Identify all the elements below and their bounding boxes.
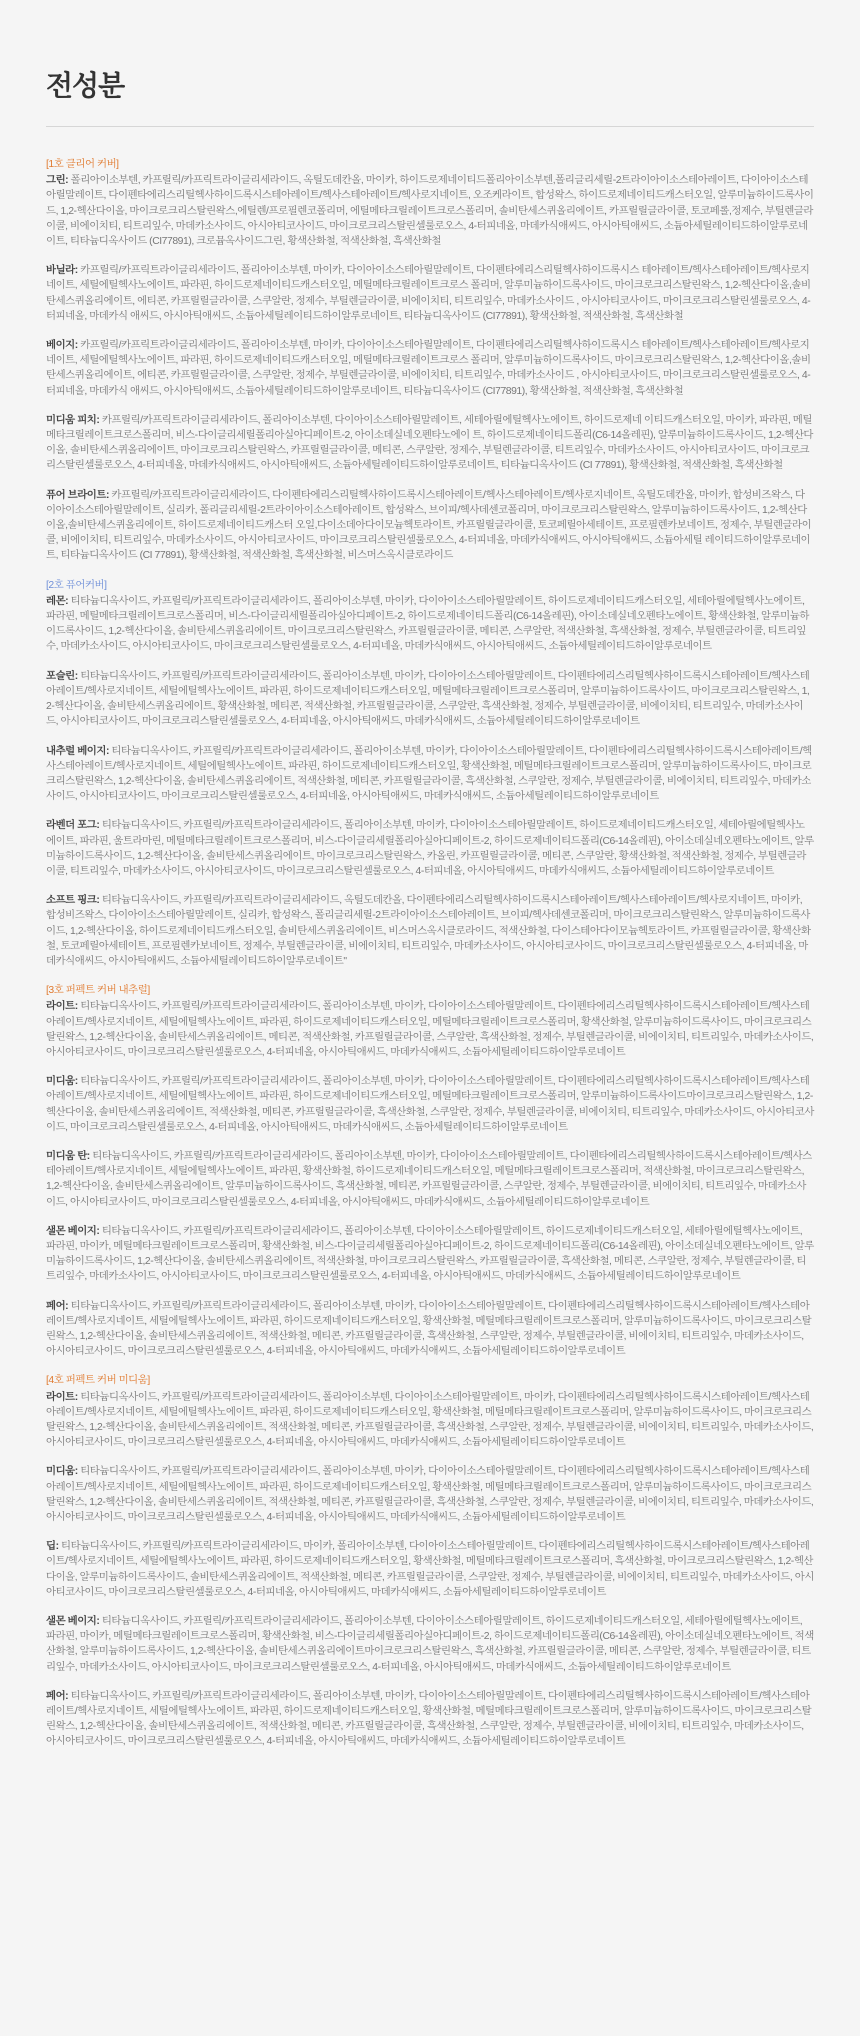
- ingredient-item: [46, 488, 814, 564]
- ingredient-item: [46, 893, 814, 969]
- shade-name: 라이트:: [46, 1391, 78, 1403]
- ingredient-list: 카프릴릭/카프릭트라이글리세라이드, 폴리아이소부텐, 마이카, 다이아이소스테아릴말레이트, 다이펜타에리스리틸헥사하이드록시스 테아레이트/헥사스테아레이트/헥사로지네이트, 세틸에틸헥사노에이트, 파라핀, 하이드로제네이티드캐스터오일, 메틸메타크릴레이트크로스 폴리머, 알루미늄하이드록사이드, 마이크로크리스탈린왁스, 1,2-헥산다이올,솔비탄세스퀴올리에이트, 에티콘, 카프릴릴글라이콜, 스쿠알란, 정제수, 부틸렌글라이콜, 비에이치티, 티트리잎수, 마데카소사이드 , 아시아티코사이드, 마이크로크리스탈린셀룰로오스, 4-터피네올, 마데카식 애씨드, 아시아틱애씨드, 소듐아세틸레이티드하이알루로네이트, 티타늄디옥사이드 (CI77891), 황색산화철, 적색산화철, 흑색산화철: [46, 340, 811, 397]
- shade-name: 샐몬 베이지:: [46, 1616, 100, 1628]
- page-title: 전성분: [46, 70, 125, 101]
- ingredient-item: [46, 1464, 814, 1525]
- section-perfect-cover-medium: [46, 1373, 814, 1749]
- ingredient-item: [46, 1074, 814, 1135]
- ingredient-list: 티타늄디옥사이드, 카프릴릭/카프릭트라이글리세라이드, 폴리아이소부텐, 마이카, 다이아이소스테아릴말레이트, 하이드로제네이티드캐스터오일, 세테아릴에틸헥사노에이트, 파라핀, 메틸메타크릴레이트크로스폴리머, 비스-다이글리세릴폴리아실아디페이트-2, 하이드로제네이티드폴리(C6-14올레핀), 아이소데실네오펜타노에이트, 황색산화철, 알루미늄하이드록사이드, 1,2-헥산다이올, 솔비탄세스퀴올리에이트, 마이크로크리스탈린왁스, 카프릴릴글라이콜, 메티콘, 스쿠알란, 적색산화철, 흑색산화철, 정제수, 부틸렌글라이콜, 티트리잎수, 마데카소사이드, 아시아티코사이드, 마이크로크리스탈린셀룰로오스, 4-터피네올, 마데카식애씨드, 아시아틱애씨드, 소듐아세틸레이티드하이알루로네이트: [46, 595, 809, 653]
- title-divider: [46, 126, 814, 127]
- shade-name: 페어:: [46, 1690, 69, 1702]
- section-title: [1호 클리어 커버]: [46, 159, 119, 170]
- ingredient-list: 티타늄디옥사이드, 카프릴릭/카프릭트라이글리세라이드, 폴리아이소부텐, 마이카, 다이아이소스테아릴말레이트, 다이펜타에리스리틸헥사하이드록시스테아레이트/헥사스테아레이트/헥사로지네이트, 세틸에틸헥사노에이트, 파라핀, 하이드로제네이티드캐스터오일, 메틸메타크릴레이트크로스폴리머, 알루미늄하이드록사이드, 마이크로크리스탈린왁스, 1,2-헥산다이올, 솔비탄세스퀴올리에이트, 황색산화철, 메티콘, 적색산화철, 카프릴릴글라이콜, 스쿠알란, 흑색산화철, 정제수, 부틸렌글라이콜, 비에이치티, 티트리잎수, 마데카소사이드, 아시아티코사이드, 마이크로크리스탈린셀룰로오스, 4-터피네올, 아시아틱애씨드, 마데카식애씨드, 소듐아세틸레이티드하이알루로네이트: [46, 670, 810, 728]
- shade-name: 라벤더 포그:: [46, 820, 100, 832]
- ingredient-list: 티타늄디옥사이드, 카프릴릭/카프릭트라이글리세라이드, 옥틸도데칸올, 다이펜타에리스리틸헥사하이드록시스테아레이트/헥사스테아레이트/헥사로지네이트, 마이카, 합성비즈왁스, 다이아이소스테아릴말레이트, 실리카, 합성왁스, 폴리글리세릴-2트라이아이소스테아레이트, 브이피/헥사데센코폴리머, 마이크로크리스탈린왁스, 알루미늄하이드록사이드, 1,2-헥산다이올, 하이드로제네이티드캐스터오일, 솔비탄세스퀴올리에이트, 비스머스옥시클로라이드, 적색산화철, 다이스테아다이모늄헥토라이트, 카프릴릴글라이콜, 황색산화철, 토코페릴아세테이트, 프로필렌카보네이트, 정제수, 부틸렌글라이콜, 비에이치티, 티트리잎수, 마데카소사이드, 아시아티코사이드, 마이크로크리스탈린셀룰로오스, 4-터피네올, 마데카식애씨드, 아시아틱애씨드, 소듐아세틸레이티드하이알루로네이트": [46, 895, 811, 967]
- shade-name: 포슬린:: [46, 670, 78, 682]
- ingredient-item: [46, 669, 814, 730]
- ingredient-list: 티타늄디옥사이드, 카프릴릭/카프릭트라이글리세라이드, 마이카, 폴리아이소부텐, 다이아이소스테아릴말레이트, 다이펜타에리스리틸헥사하이드록시스테아레이트/헥사스테아레이트/헥사로지네이트, 세틸에틸헥사노에이트, 파라핀, 하이드로제네이티드캐스터오일, 황색산화철, 메틸메타크릴레이트크로스폴리머, 흑색산화철, 마이크로크리스탈린왁스, 1,2-헥산다이올, 알루미늄하이드록사이드, 솔비탄세스퀴올리에이트, 적색산화철, 메티콘, 카프릴릴글라이콜, 스쿠알란, 정제수, 부틸렌글라이콜, 비에이치티, 티트리잎수, 마데카소사이드, 아시아티코사이드, 마이크로크리스탈린셀룰로오스, 4-터피네올, 아시아틱애씨드, 마데카식애씨드, 소듐아세틸레이티드하이알루로네이트: [46, 1541, 814, 1598]
- shade-name: 페어:: [46, 1300, 69, 1312]
- shade-name: 내추럴 베이지:: [46, 745, 109, 757]
- ingredient-item: [46, 413, 814, 474]
- shade-name: 바닐라:: [46, 265, 78, 277]
- ingredient-item: [46, 1390, 814, 1451]
- section-perfect-cover-natural: [46, 983, 814, 1359]
- shade-name: 미디움 탄:: [46, 1150, 90, 1162]
- ingredient-item: [46, 999, 814, 1060]
- shade-name: 베이지:: [46, 340, 78, 352]
- shade-name: 미디움:: [46, 1076, 78, 1088]
- section-title: [2호 퓨어커버]: [46, 579, 107, 591]
- ingredient-item: [46, 1299, 814, 1360]
- section-clear-cover: [46, 157, 814, 564]
- ingredient-list: 티타늄디옥사이드, 카프릴릭/카프릭트라이글리세라이드, 폴리아이소부텐, 다이아이소스테아릴말레이트, 마이카, 다이펜타에리스리틸헥사하이드록시스테아레이트/헥사스테아레이트/헥사로지네이트, 세틸에틸헥사노에이트, 파라핀, 하이드로제네이티드캐스터오일, 황색산화철, 메틸메타크릴레이트크로스폴리머, 알루미늄하이드록사이드, 마이크로크리스탈린왁스, 1,2-헥산다이올, 솔비탄세스퀴올리에이트, 적색산화철, 메티콘, 카프릴릴글라이콜, 흑색산화철, 스쿠알란, 정제수, 부틸렌글라이콜, 비에이치티, 티트리잎수, 마데카소사이드, 아시아티코사이드, 마이크로크리스탈린셀룰로오스, 4-터피네올, 아시아틱애씨드, 마데카식애씨드, 소듐아세틸레이티드하이알루로네이트: [46, 1391, 814, 1449]
- ingredient-item: [46, 1614, 814, 1675]
- ingredient-list: 티타늄디옥사이드, 카프릴릭/카프릭트라이글리세라이드, 폴리아이소부텐, 마이카, 다이아이소스테아릴말레이트, 다이펜타에리스리틸헥사하이드록시스테아레이트/헥사스테아레이트/헥사로지네이트, 세틸에틸헥사노에이트, 파라핀, 하이드로제네이티드캐스터오일, 황색산화철, 메틸메타크릴레이트크로스폴리머, 알루미늄하이드록사이드, 마이크로크리스탈린왁스, 1,2-헥산다이올, 솔비탄세스퀴올리에이트, 적색산화철, 메티콘, 카프릴릴글라이콜, 흑색산화철, 스쿠알란, 정제수, 부틸렌글라이콜, 비에이치티, 티트리잎수, 마데카소사이드, 아시아티코사이드, 마이크로크리스탈린셀룰로오스, 4-터피네올, 아시아틱애씨드, 마데카식애씨드, 소듐아세틸레이티드하이알루로네이트: [46, 1300, 812, 1358]
- section-title: [3호 퍼펙트 커버 내추럴]: [46, 985, 150, 997]
- ingredient-item: [46, 1224, 814, 1285]
- ingredient-sections: [46, 157, 814, 1750]
- ingredient-list: 티타늄디옥사이드, 카프릴릭/카프릭트라이글리세라이드, 폴리아이소부텐, 마이카, 다이아이소스테아릴말레이트, 다이펜타에리스리틸헥사하이드록시스테아레이트/헥사스테아레이트/헥사로지네이트, 세틸에틸헥사노에이트, 파라핀, 황색산화철, 하이드로제네이티드캐스터오일, 메틸메타크릴레이트크로스폴리머, 적색산화철, 마이크로크리스탈린왁스, 1,2-헥산다이올, 솔비탄세스퀴올리에이트, 알루미늄하이드록사이드, 흑색산화철, 메티콘, 카프릴릴글라이콜, 스쿠알란, 정제수, 부틸렌글라이콜, 비에이치티, 티트리잎수, 마데카소사이드, 아시아티코사이드, 마이크로크리스탈린셀룰로오스, 4-터피네올, 아시아틱애씨드, 마데카식애씨드, 소듐아세틸레이티드하이알루로네이트: [46, 1150, 812, 1208]
- ingredient-list: 티타늄디옥사이드, 카프릴릭/카프릭트라이글리세라이드, 폴리아이소부텐, 마이카, 다이아이소스테아릴말레이트, 다이펜타에리스리틸헥사하이드록시스테아레이트/헥사스테아레이트/헥사로지네이트, 세틸에틸헥사노에이트, 파라핀, 하이드로제네이티드캐스터오일, 황색산화철, 메틸메타크릴레이트크로스폴리머, 알루미늄하이드록사이드, 마이크로크리스탈린왁스, 1,2-헥산다이올, 솔비탄세스퀴올리에이트, 적색산화철, 메티콘, 카프릴릴글라이콜, 흑색산화철, 스쿠알란, 정제수, 부틸렌글라이콜, 비에이치티, 티트리잎수, 마데카소사이드, 아시아티코사이드, 마이크로크리스탈린셀룰로오스, 4-터피네올, 아시아틱애씨드, 마데카식애씨드, 소듐아세틸레이티드하이알루로네이트: [46, 1466, 814, 1524]
- shade-name: 딥:: [46, 1541, 59, 1553]
- section-pure-cover: [46, 578, 814, 969]
- ingredient-item: [46, 594, 814, 655]
- shade-name: 그린:: [46, 175, 69, 187]
- ingredient-list: 티타늄디옥사이드, 카프릴릭/카프릭트라이글리세라이드, 폴리아이소부텐, 다이아이소스테아릴말레이트, 하이드로제네이티드캐스터오일, 세테아릴에틸헥사노에이트, 파라핀, 마이카, 메틸메타크릴레이트크로스폴리머, 황색산화철, 비스-다이글리세릴폴리아실아디페이트-2, 하이드로제네이티드폴리(C6-14올레핀), 아이소데실네오펜타노에이트, 적색산화철, 알루미늄하이드록사이드, 1,2-헥산다이올, 솔비탄세스퀴올리에이트마이크로크리스탈린왁스, 흑색산화철, 카프릴릴글라이콜, 메티콘, 스쿠알란, 정제수, 부틸렌글라이콜, 티트리잎수, 마데카소사이드, 아시아티코사이드, 마이크로크리스탈린셀룰로오스, 4-터피네올, 아시아틱애씨드, 마데카식애씨드, 소듐아세틸레이티드하이알루로네이트: [46, 1616, 814, 1673]
- ingredient-item: [46, 1149, 814, 1210]
- shade-name: 퓨어 브라이트:: [46, 489, 109, 501]
- shade-name: 미디움:: [46, 1466, 78, 1478]
- ingredient-list: 티타늄디옥사이드, 카프릴릭/카프릭트라이글리세라이드, 폴리아이소부텐, 마이카, 다이아이소스테아릴말레이트, 다이펜타에리스리틸헥사하이드록시스테아레이트/헥사스테아레이트/헥사로지네이트, 세틸에틸헥사노에이트, 파라핀, 하이드로제네이티드캐스터오일, 황색산화철, 메틸메타크릴레이트크로스폴리머, 알루미늄하이드록사이드, 마이크로크리스탈린왁스, 1,2-헥산다이올, 솔비탄세스퀴올리에이트, 적색산화철, 메티콘, 카프릴릴글라이콜, 흑색산화철, 스쿠알란, 정제수, 부틸렌글라이콜, 비에이치티, 티트리잎수, 마데카소사이드, 아시아티코사이드, 마이크로크리스탈린셀룰로오스, 4-터피네올, 아시아틱애씨드, 마데카식애씨드, 소듐아세틸레이티드하이알루로네이트: [46, 1690, 812, 1748]
- ingredient-list: 티타늄디옥사이드, 카프릴릭/카프릭트라이글리세라이드, 폴리아이소부텐, 마이카, 다이아이소스테아릴말레이트, 하이드로제네이티드캐스터오일, 세테아릴에틸헥사노에이트, 파라핀, 울트라마린, 메틸메타크릴레이트크로스폴리머, 비스-다이글리세릴폴리아실아디페이트-2, 하이드로제네이티드폴리(C6-14올레핀), 아이소데실네오펜타노에이트, 알루미늄하이드록사이드, 1,2-헥산다이올, 솔비탄세스퀴올리에이트, 마이크로크리스탈린왁스, 카올린, 카프릴릴글라이콜, 메티콘, 스쿠알란, 황색산화철, 적색산화철, 정제수, 부틸렌글라이콜, 티트리잎수, 마데카소사이드, 아시아티코사이드, 마이크로크리스탈린셀룰로오스, 4-터피네올, 아시아틱애씨드, 마데카식애씨드, 소듐아세틸레이티드하이알루로네이트: [46, 820, 814, 877]
- ingredient-item: [46, 173, 814, 249]
- shade-name: 샐몬 베이지:: [46, 1225, 100, 1237]
- ingredient-list: 카프릴릭/카프릭트라이글리세라이드, 폴리아이소부텐, 다이아이소스테아릴말레이트, 세테아릴에틸헥사노에이트, 하이드로제네 이티드캐스터오일, 마이카, 파라핀, 메틸메타크릴레이트크로스폴리머, 비스-다이글리세릴폴리아실아디페이트-2, 아이소데실네오펜타노에이 트, 하이드로제네이티드폴리(C6-14올레핀), 알루미늄하이드록사이드, 1,2-헥산다이올, 솔비탄세스퀴올리에이트, 마이크로크리스탈린왁스, 카프릴릴글라이콜, 메티콘, 스쿠알란, 정제수, 부틸렌글라이콜, 티트리잎수, 마데카소사이드, 아시아티코사이드, 마이크로크리스탈린셀룰로오스, 4-터피네올, 마데카식애씨드, 아시아틱애씨드, 소듐아세틸레이티드하이알루로네이트, 티타늄디옥사이드 (CI 77891), 황색산화철, 적색산화철, 흑색산화철: [46, 414, 814, 472]
- ingredient-item: [46, 818, 814, 879]
- ingredient-item: [46, 338, 814, 399]
- shade-name: 레몬:: [46, 595, 69, 607]
- ingredient-item: [46, 1539, 814, 1600]
- ingredient-item: [46, 1689, 814, 1750]
- ingredient-item: [46, 744, 814, 805]
- ingredient-list: 티타늄디옥사이드, 카프릴릭/카프릭트라이글리세라이드, 폴리아이소부텐, 마이카, 다이아이소스테아릴말레이트, 다이펜타에리스리틸헥사하이드록시스테아레이트/헥사스테아레이트/헥사로지네이트, 세틸에틸헥사노에이트, 파라핀, 하이드로제네이티드캐스터오일, 메틸메타크릴레이트크로스폴리머, 황색산화철, 알루미늄하이드록사이드, 마이크로크리스탈린왁스, 1,2-헥산다이올, 솔비탄세스퀴올리에이트, 메티콘, 적색산화철, 카프릴릴글라이콜, 스쿠알란, 흑색산화철, 정제수, 부틸렌글라이콜, 비에이치티, 티트리잎수, 마데카소사이드, 아시아티코사이드, 마이크로크리스탈린셀룰로오스, 4-터피네올, 아시아틱애씨드, 마데카식애씨드, 소듐아세틸레이티드하이알루로네이트: [46, 1001, 814, 1058]
- ingredient-list: 폴리아이소부텐, 카프릴릭/카프릭트라이글리세라이드, 옥틸도데칸올, 마이카, 하이드로제네이티드폴리아이소부텐,폴리글리세릴-2트라이아이소스테아레이트, 다이아이소스테아릴말레이트, 다이펜타에리스리틸헥사하이드록시스테아레이트/헥사스테아레이트/헥사로지네이트, 오조케라이트, 합성왁스, 하이드로제네이티드캐스터오일, 알루미늄하이드록사이드, 1,2-헥산다이올, 마이크로크리스탈린왁스,에틸렌/프로필렌코폴리머, 에틸메타크릴레이트크로스폴리머, 솔비탄세스퀴올리에이트, 카프릴릴글라이콜, 토코페롤,정제수, 부틸렌글라이콜, 비에이치티, 티트리잎수, 마데카소사이드, 아시아티코사이드, 마이크로크리스탈린셀룰로오스, 4-터피네올, 마데카식애씨드, 아시아틱애씨드, 소듐아세틸레이티드하이알루로네이트, 티타늄디옥사이드 (CI77891), 크로뮴옥사이드그린, 황색산화철, 적색산화철, 흑색산화철: [46, 175, 814, 248]
- section-title: [4호 퍼펙트 커버 미디움]: [46, 1375, 150, 1387]
- ingredient-list: 티타늄디옥사이드, 카프릴릭/카프릭트라이글리세라이드, 폴리아이소부텐, 마이카, 다이아이소스테아릴말레이트, 다이펜타에리스리틸헥사하이드록시스테아레이트/헥사스테아레이트/헥사로지네이트, 세틸에틸헥사노에이트, 파라핀, 하이드로제네이티드캐스터오일, 메틸메타크릴레이트크로스폴리머, 알루미늄하이드록사이드마이크로크리스탈린왁스, 1,2-헥산다이올, 솔비탄세스퀴올리에이트, 적색산화철, 메티콘, 카프릴릴글라이콜, 흑색산화철, 스쿠알란, 정제수, 부틸렌글라이콜, 비에이치티, 티트리잎수, 마데카소사이드, 아시아티코사이드, 마이크로크리스탈린셀룰로오스, 4-터피네올, 아시아틱애씨드, 마데카식애씨드, 소듐아세틸레이티드하이알루로네이트: [46, 1076, 814, 1133]
- shade-name: 미디움 피치:: [46, 414, 100, 426]
- ingredient-list: 카프릴릭/카프릭트라이글리세라이드, 다이펜타에리스리틸헥사하이드록시스테아레이트/헥사스테아레이트/헥사로지네이트, 옥틸도데칸올, 마이카, 합성비즈왁스, 다이아이소스테아릴말레이트, 실리카, 폴리글리세릴-2트라이아이소스테아레이트, 합성왁스, 브이피/헥사데센코폴리머, 마이크로크리스탈린왁스, 알루미늄하이드록사이드, 1,2-헥산다이올,솔비탄세스퀴올리에이트, 하이드로제네이티드캐스터 오일,다이소데아다이모늄헥토라이트, 카프릴릴글라이콜, 토코페릴아세테이트, 프로필렌카보네이트, 정제수, 부틸렌글라이콜, 비에이치티, 티트리잎수, 마데카소사이드, 아시아티코사이드, 마이크로크리스탈린셀룰로오스, 4-터피네올, 마데카식애씨드, 아시아틱애씨드, 소듐아세틸 레이티드하이알루로네이트, 티타늄디옥사이드 (CI 77891), 황색산화철, 적색산화철, 흑색산화철, 비스머스옥시클로라이드: [46, 489, 812, 562]
- ingredient-list: 티타늄디옥사이드, 카프릴릭/카프릭트라이글리세라이드, 폴리아이소부텐, 다이아이소스테아릴말레이트, 하이드로제네이티드캐스터오일, 세테아릴에틸헥사노에이트, 파라핀, 마이카, 메틸메타크릴레이트크로스폴리머, 황색산화철, 비스-다이글리세릴폴리아실아디페이트-2, 하이드로제네이티드폴리(C6-14올레핀), 아이소데실네오펜타노에이트, 알루미늄하이드록사이드, 1,2-헥산다이올, 솔비탄세스퀴올리에이트, 적색산화철, 마이크로크리스탈린왁스, 카프릴릴글라이콜, 흑색산화철, 메티콘, 스쿠알란, 정제수, 부틸렌글라이콜, 티트리잎수, 마데카소사이드, 아시아티코사이드, 마이크로크리스탈린셀룰로오스, 4-터피네올, 아시아틱애씨드, 마데카식애씨드, 소듐아세틸레이티드하이알루로네이트: [46, 1225, 814, 1283]
- ingredient-list: 티타늄디옥사이드, 카프릴릭/카프릭트라이글리세라이드, 폴리아이소부텐, 마이카, 다이아이소스테아릴말레이트, 다이펜타에리스리틸헥사하이드록시스테아레이트/헥사스테아레이트/헥사로지네이트, 세틸에틸헥사노에이트, 파라핀, 하이드로제네이티드캐스터오일, 황색산화철, 메틸메타크릴레이트크로스폴리머, 알루미늄하이드록사이드, 마이크로크리스탈린왁스, 1,2-헥산다이올, 솔비탄세스퀴올리에이트, 적색산화철, 메티콘, 카프릴릴글라이콜, 흑색산화철, 스쿠알란, 정제수, 부틸렌글라이콜, 비에이치티, 티트리잎수, 마데카소사이드, 아시아티코사이드, 마이크로크리스탈린셀룰로오스, 4-터피네올, 아시아틱애씨드, 마데카식애씨드, 소듐아세틸레이티드하이알루로네이트: [46, 745, 812, 803]
- shade-name: 소프트 핑크:: [46, 895, 100, 907]
- ingredient-item: [46, 263, 814, 324]
- shade-name: 라이트:: [46, 1001, 78, 1013]
- ingredient-list: 카프릴릭/카프릭트라이글리세라이드, 폴리아이소부텐, 마이카, 다이아이소스테아릴말레이트, 다이펜타에리스리틸헥사하이드록시스 테아레이트/헥사스테아레이트/헥사로지네이트, 세틸에틸헥사노에이트, 파라핀, 하이드로제네이티드캐스터오일, 메틸메타크릴레이트크로스 폴리머, 알루미늄하이드록사이드, 마이크로크리스탈린왁스, 1,2-헥산다이올,솔비탄세스퀴올리에이트, 에티콘, 카프릴릴글라이콜, 스쿠알란, 정제수, 부틸렌글라이콜, 비에이치티, 티트리잎수, 마데카소사이드 , 아시아티코사이드, 마이크로크리스탈린셀룰로오스, 4-터피네올, 마데카식 애씨드, 아시아틱애씨드, 소듐아세틸레이티드하이알루로네이트, 티타늄디옥사이드 (CI77891), 황색산화철, 적색산화철, 흑색산화철: [46, 265, 811, 322]
